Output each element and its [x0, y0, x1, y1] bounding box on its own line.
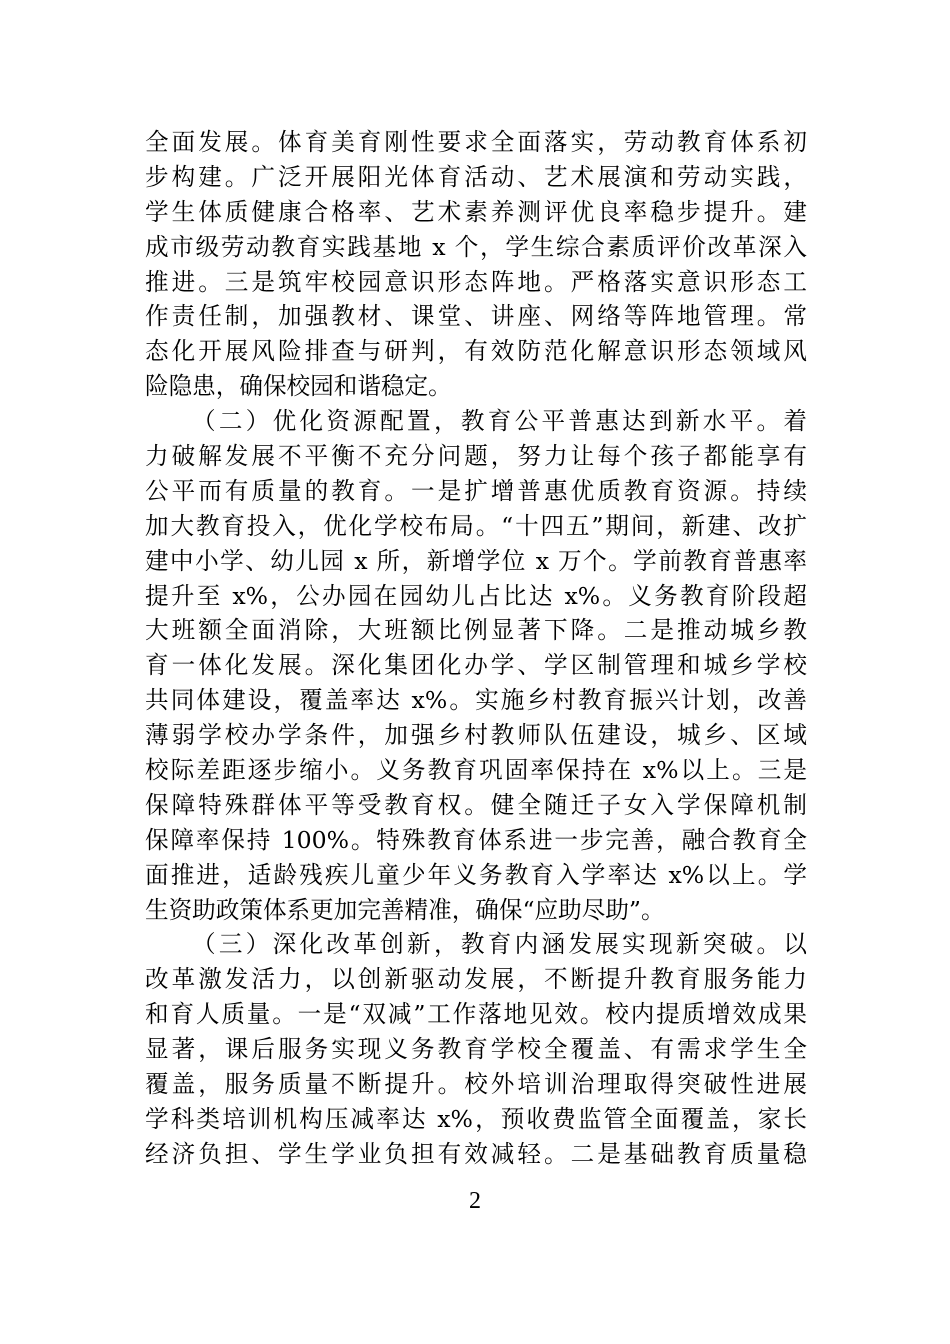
- text-line: 作责任制，加强教材、课堂、讲座、网络等阵地管理。常: [145, 302, 807, 331]
- text-line: 和育人质量。一是“双减”工作落地见效。校内提质增效成果: [145, 1000, 807, 1029]
- text-line: 经济负担、学生学业负担有效减轻。二是基础教育质量稳: [145, 1139, 807, 1168]
- text-line: 保障特殊群体平等受教育权。健全随迁子女入学保障机制: [145, 790, 807, 819]
- text-line: 覆盖，服务质量不断提升。校外培训治理取得突破性进展: [145, 1070, 807, 1099]
- text-line: 态化开展风险排查与研判，有效防范化解意识形态领域风: [145, 337, 807, 366]
- text-line: 建中小学、幼儿园 x 所，新增学位 x 万个。学前教育普惠率: [145, 546, 807, 575]
- text-line: 提升至 x%，公办园在园幼儿占比达 x%。义务教育阶段超: [145, 581, 807, 610]
- text-line: （二）优化资源配置，教育公平普惠达到新水平。着: [192, 407, 807, 436]
- text-line: 大班额全面消除，大班额比例显著下降。二是推动城乡教: [145, 616, 807, 645]
- paragraph: [145, 927, 807, 1171]
- text-line: 改革激发活力，以创新驱动发展，不断提升教育服务能力: [145, 965, 807, 994]
- text-line: 成市级劳动教育实践基地 x 个，学生综合素质评价改革深入: [145, 232, 807, 261]
- text-line: 全面发展。体育美育刚性要求全面落实，劳动教育体系初: [145, 128, 807, 156]
- text-line: 力破解发展不平衡不充分问题，努力让每个孩子都能享有: [145, 442, 807, 471]
- paragraph: [145, 125, 807, 404]
- text-line: （三）深化改革创新，教育内涵发展实现新突破。以: [192, 930, 807, 959]
- paragraph: [145, 404, 807, 927]
- text-line: 推进。三是筑牢校园意识形态阵地。严格落实意识形态工: [145, 267, 807, 296]
- text-line: 公平而有质量的教育。一是扩增普惠优质教育资源。持续: [145, 476, 807, 505]
- text-line: 险隐患，确保校园和谐稳定。: [145, 372, 452, 401]
- text-line: 加大教育投入，优化学校布局。“十四五”期间，新建、改扩: [145, 511, 807, 540]
- text-line: 共同体建设，覆盖率达 x%。实施乡村教育振兴计划，改善: [145, 686, 807, 715]
- text-line: 生资助政策体系更加完善精准，确保“应助尽助”。: [145, 895, 665, 924]
- text-line: 薄弱学校办学条件，加强乡村教师队伍建设，城乡、区域: [145, 721, 807, 750]
- document-body: [145, 125, 807, 1172]
- text-line: 步构建。广泛开展阳光体育活动、艺术展演和劳动实践，: [145, 162, 807, 191]
- text-line: 面推进，适龄残疾儿童少年义务教育入学率达 x%以上。学: [145, 860, 807, 889]
- page-number: 2: [469, 1188, 481, 1214]
- text-line: 校际差距逐步缩小。义务教育巩固率保持在 x%以上。三是: [145, 756, 807, 785]
- text-line: 育一体化发展。深化集团化办学、学区制管理和城乡学校: [145, 651, 807, 680]
- text-line: 保障率保持 100%。特殊教育体系进一步完善，融合教育全: [145, 825, 807, 854]
- text-line: 显著，课后服务实现义务教育学校全覆盖、有需求学生全: [145, 1035, 807, 1064]
- text-line: 学生体质健康合格率、艺术素养测评优良率稳步提升。建: [145, 197, 807, 226]
- text-line: 学科类培训机构压减率达 x%，预收费监管全面覆盖，家长: [145, 1104, 807, 1133]
